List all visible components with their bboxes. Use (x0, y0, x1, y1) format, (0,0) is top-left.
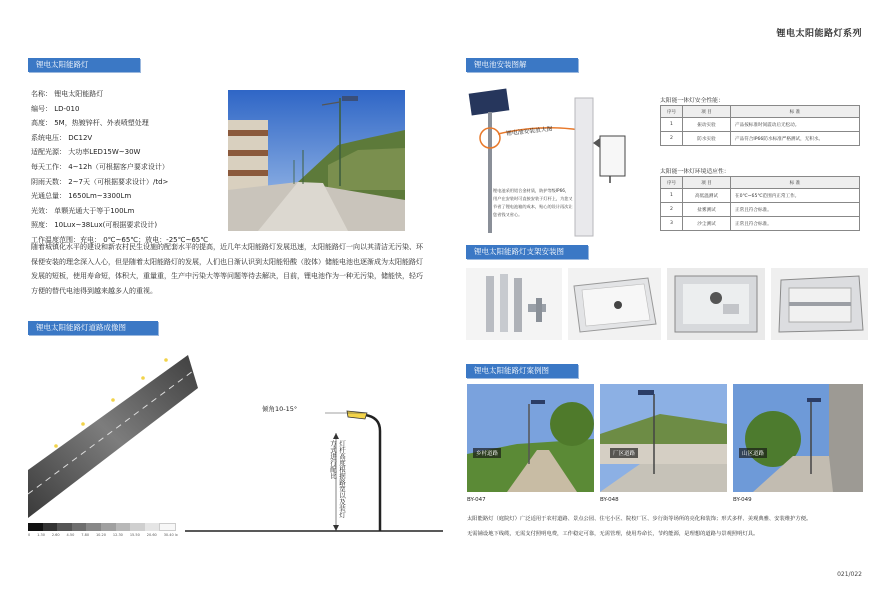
panel-frame-graphic (568, 268, 661, 340)
case-tag-2: 厂区道路 (610, 448, 638, 458)
case-code-2: BY-048 (600, 497, 619, 503)
case-text-1: 太阳能路灯（庭院灯）广泛适用于农村道路、景点公园、住宅小区、院校厂区、步行街等场所的亮化和装饰；形式多样、美观典雅、安装维护方便。 (467, 516, 812, 522)
table-cell: 正常且符合标准。 (731, 203, 860, 217)
spec-temperature: 工作温度范围：充电： 0℃~65℃；放电：-25℃~65℃ (31, 235, 209, 244)
case-code-1: BY-047 (467, 497, 486, 503)
case-factory-road-graphic (600, 384, 727, 492)
series-title: 锂电太阳能路灯系列 (776, 29, 862, 39)
case-photo-3 (733, 384, 863, 492)
scale-swatch (159, 523, 176, 531)
road-imaging (28, 350, 198, 520)
table-cell: 高低温测试 (683, 189, 731, 203)
road-imaging-graphic (28, 350, 198, 520)
bracket-photo-2 (568, 268, 661, 340)
spec-voltage: 系统电压： DC12V (31, 133, 93, 142)
scale-label: 15.50 (129, 533, 140, 537)
pole-height-note: 灯杆高度根据路宽以及装灯方式进行配比 (329, 440, 346, 518)
section-imaging: 锂电太阳能路灯道路成像图 (28, 321, 158, 335)
table-row (661, 189, 860, 203)
safety-table-title: 太阳能一体灯安全性能： (660, 98, 724, 104)
bracket-photo-3 (667, 268, 765, 340)
scale-swatch (28, 523, 43, 531)
case-mountain-road-graphic (733, 384, 863, 492)
scale-label: 20.60 (146, 533, 157, 537)
scale-label: 0 (28, 533, 31, 537)
tilt-angle-label: 倾角10-15° (262, 405, 298, 413)
safety-th-no: 序号 (661, 106, 683, 118)
scale-swatch (145, 523, 160, 531)
scale-swatch (43, 523, 58, 531)
scale-label: 1.30 (37, 533, 45, 537)
section-bracket: 锂电太阳能路灯支架安装图 (466, 245, 588, 259)
env-table-title: 太阳能一体灯环境适应性： (660, 169, 730, 175)
spec-rainy-days: 阴雨天数： 2~7天（可根据要求设计）/td> (31, 177, 169, 186)
scale-swatch (116, 523, 131, 531)
intro-paragraph: 随着城镇化水平的建设和新农村民生设施的配套水平的提高，近几年太阳能路灯发展迅速，太阳能路灯一向以其清洁无污染、环保便安装的理念深入人心，但是随着太阳能路灯的发展，人们也日渐认识到太阳能铅酸（胶体）储能电池也逐渐成为太阳能路灯发展的短板，使用寿命短，体积大，重量重，生产中污染大等等问题等待去解决，目前，锂电池作为一种无污染，储能快，轻巧方便的替代电池得到越来越多人的重视。 (31, 243, 423, 295)
spec-luminous-flux: 光通总量： 1650Lm~3300Lm (31, 192, 132, 201)
bracket-parts-graphic (466, 268, 562, 340)
scale-label: 12.30 (112, 533, 123, 537)
scale-swatch (72, 523, 87, 531)
table-cell: 产品符合IP66防水标准严格测试，无积水。 (731, 132, 860, 146)
install-diagram-note: 锂电池采用铝合金材质，防护等级IP66，用户在安装时可直接安装于灯杆上，为您又节省了锂电池箱的成本，贴心的设计再次让您省钱又省心。 (493, 188, 573, 217)
env-th-standard: 标 准 (731, 177, 860, 189)
table-cell: 1 (661, 118, 683, 132)
scale-swatch (86, 523, 101, 531)
install-diagram-label: 锂电池安装放大图 (505, 126, 553, 138)
section-product: 锂电太阳能路灯 (28, 58, 140, 72)
spec-illuminance: 照度： 10Lux~38Lux(可根据要求设计) (31, 221, 158, 230)
illuminance-scale (28, 523, 176, 531)
table-cell: 防水实验 (683, 132, 731, 146)
scale-label: 4.50 (66, 533, 75, 537)
page-number: 021/022 (837, 571, 862, 578)
case-description (467, 512, 867, 542)
table-cell: 正常且符合标准。 (731, 217, 860, 231)
spec-list (31, 87, 221, 248)
case-photo-1 (467, 384, 594, 492)
env-th-item: 项 目 (683, 177, 731, 189)
table-cell: 产品按标准时间震动后无松动。 (731, 118, 860, 132)
spec-daily-work: 每天工作： 4~12h（可根据客户要求设计） (31, 162, 169, 171)
table-cell: 2 (661, 132, 683, 146)
lamp-interior-graphic (667, 268, 765, 340)
table-row (661, 118, 860, 132)
safety-th-standard: 标 准 (731, 106, 860, 118)
scale-label: 30.40 lx (163, 533, 178, 537)
scale-labels (28, 533, 178, 537)
case-tag-1: 乡村道路 (473, 448, 501, 458)
scale-swatch (101, 523, 116, 531)
case-code-3: BY-049 (733, 497, 752, 503)
street-photo-graphic (228, 90, 405, 231)
table-row (661, 203, 860, 217)
product-photo (228, 90, 405, 231)
env-table (660, 176, 860, 231)
case-text-2: 无需铺设地下线缆，无需支付照明电费，工作稳定可靠，无需管理，使用寿命长，节约能源，是理想的道路与景观照明灯具。 (467, 531, 759, 537)
spec-height: 高度： 5M，热镀锌杆、外表喷塑处理 (31, 119, 149, 128)
spec-name: 名称： 锂电太阳能路灯 (31, 90, 104, 98)
case-rural-road-graphic (467, 384, 594, 492)
bracket-photo-1 (466, 268, 562, 340)
scale-swatch (130, 523, 145, 531)
scale-label: 2.60 (51, 533, 60, 537)
table-row (661, 132, 860, 146)
scale-label: 7.80 (81, 533, 90, 537)
table-cell: 振动实验 (683, 118, 731, 132)
env-th-no: 序号 (661, 177, 683, 189)
scale-label: 10.20 (95, 533, 106, 537)
safety-th-item: 项 目 (683, 106, 731, 118)
section-cases: 锂电太阳能路灯案例图 (466, 364, 578, 378)
table-cell: 沙尘测试 (683, 217, 731, 231)
case-tag-3: 山区道路 (739, 448, 767, 458)
case-photo-2 (600, 384, 727, 492)
table-cell: 3 (661, 217, 683, 231)
scale-swatch (57, 523, 72, 531)
bracket-photo-4 (771, 268, 868, 340)
install-diagram (460, 88, 640, 238)
safety-table (660, 105, 860, 146)
table-cell: 盐雾测试 (683, 203, 731, 217)
table-row (661, 217, 860, 231)
table-cell: 在0℃~65℃范围内正常工作。 (731, 189, 860, 203)
table-cell: 1 (661, 189, 683, 203)
section-install: 锂电池安装图解 (466, 58, 578, 72)
spec-code: 编号： LD-010 (31, 104, 80, 113)
spec-efficacy: 光效： 单颗光通大于等于100Lm (31, 206, 135, 215)
spec-light-source: 适配光源： 大功率LED15W~30W (31, 148, 141, 157)
panel-back-graphic (771, 268, 868, 340)
table-cell: 2 (661, 203, 683, 217)
